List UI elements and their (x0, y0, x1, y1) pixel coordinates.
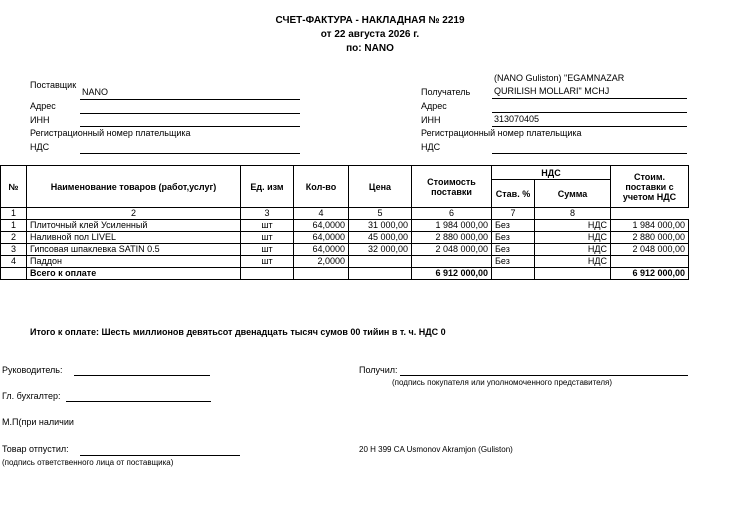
vehicle-driver: 20 H 399 CA Usmonov Akramjon (Guliston) (359, 445, 513, 454)
row-num: 1 (1, 220, 27, 232)
accountant-label: Гл. бухгалтер: (2, 391, 61, 401)
col-header-cost: Стоимость поставки (412, 166, 492, 208)
col-number: 5 (349, 208, 412, 220)
row-unit: шт (241, 232, 294, 244)
row-cost: 2 048 000,00 (412, 244, 492, 256)
row-num: 4 (1, 256, 27, 268)
row-price (349, 256, 412, 268)
receiver-name-line2: QURILISH MOLLARI" MCHJ (494, 86, 610, 96)
row-vat-rate: Без (492, 220, 535, 232)
col-header-price: Цена (349, 166, 412, 208)
row-name: Плиточный клей Усиленный (27, 220, 241, 232)
row-vat-rate: Без (492, 232, 535, 244)
receiver-name-line (492, 98, 687, 99)
total-row (1, 268, 689, 280)
receiver-name-line1: (NANO Guliston) "EGAMNAZAR (494, 73, 625, 83)
receiver-reg-label: Регистрационный номер плательщика (421, 128, 582, 138)
receiver-inn: 313070405 (494, 114, 540, 124)
released-note: (подпись ответственного лица от поставщика) (2, 458, 174, 467)
row-price: 45 000,00 (349, 232, 412, 244)
row-qty: 64,0000 (294, 220, 349, 232)
row-unit: шт (241, 256, 294, 268)
table-row (1, 256, 689, 268)
table-row (1, 244, 689, 256)
supplier-inn-line (80, 126, 300, 127)
row-unit: шт (241, 244, 294, 256)
total-with-vat: 6 912 000,00 (611, 268, 689, 280)
released-signature-line (80, 455, 240, 456)
col-number: 4 (294, 208, 349, 220)
receiver-vat-label: НДС (421, 142, 441, 152)
row-price: 31 000,00 (349, 220, 412, 232)
accountant-signature-line (66, 401, 211, 402)
received-signature-line (400, 375, 688, 376)
table-row (1, 232, 689, 244)
supplier-vat-line (80, 153, 300, 154)
receiver-label: Получатель (421, 87, 471, 97)
row-num: 2 (1, 232, 27, 244)
receiver-address-label: Адрес (421, 101, 447, 111)
items-table (0, 165, 689, 280)
col-header-num: № (1, 166, 27, 208)
col-header-total: Стоим. поставки с учетом НДС (611, 166, 689, 208)
total-cost: 6 912 000,00 (412, 268, 492, 280)
released-label: Товар отпустил: (2, 444, 69, 454)
row-cost: 2 880 000,00 (412, 232, 492, 244)
invoice-date: от 22 августа 2026 г. (320, 29, 420, 40)
row-qty: 64,0000 (294, 232, 349, 244)
row-total: 1 984 000,00 (611, 220, 689, 232)
director-label: Руководитель: (2, 365, 63, 375)
supplier-address-line (80, 113, 300, 114)
receiver-inn-label: ИНН (421, 115, 441, 125)
col-number: 1 (1, 208, 27, 220)
supplier-inn-label: ИНН (30, 115, 50, 125)
table-row (1, 220, 689, 232)
row-unit: шт (241, 220, 294, 232)
row-num: 3 (1, 244, 27, 256)
invoice-po: по: NANO (346, 43, 394, 54)
col-number: 6 (412, 208, 492, 220)
col-number: 2 (27, 208, 241, 220)
col-header-vat-sum: Сумма (535, 180, 611, 208)
supplier-name: NANO (82, 87, 109, 97)
row-vat-sum: НДС (535, 256, 611, 268)
row-vat-rate: Без (492, 244, 535, 256)
supplier-vat-label: НДС (30, 142, 50, 152)
row-name: Гипсовая шпаклевка SATIN 0.5 (27, 244, 241, 256)
director-signature-line (74, 375, 210, 376)
col-number: 3 (241, 208, 294, 220)
receiver-vat-line (492, 153, 687, 154)
col-number: 8 (535, 208, 611, 220)
col-header-vat-rate: Став. % (492, 180, 535, 208)
row-total: 2 880 000,00 (611, 232, 689, 244)
col-number: 7 (492, 208, 535, 220)
supplier-name-line (80, 99, 300, 100)
supplier-address-label: Адрес (30, 101, 56, 111)
col-header-qty: Кол-во (294, 166, 349, 208)
row-vat-sum: НДС (535, 232, 611, 244)
row-price: 32 000,00 (349, 244, 412, 256)
row-vat-rate: Без (492, 256, 535, 268)
received-label: Получил: (359, 365, 398, 375)
invoice-title: СЧЕТ-ФАКТУРА - НАКЛАДНАЯ № 2219 (275, 15, 465, 26)
total-label: Всего к оплате (27, 268, 241, 280)
row-qty: 64,0000 (294, 244, 349, 256)
row-cost: 1 984 000,00 (412, 220, 492, 232)
stamp-label: М.П(при наличии (2, 417, 74, 427)
receiver-address-line (492, 112, 687, 113)
supplier-label: Поставщик (30, 80, 77, 90)
col-header-vat: НДС (492, 166, 611, 180)
amount-in-words: Итого к оплате: Шесть миллионов девятьсот двенадцать тысяч сумов 00 тийин в т. ч. НДС 0 (30, 327, 446, 337)
col-header-unit: Ед. изм (241, 166, 294, 208)
row-vat-sum: НДС (535, 220, 611, 232)
row-name: Паддон (27, 256, 241, 268)
row-cost (412, 256, 492, 268)
col-header-name: Наименование товаров (работ,услуг) (27, 166, 241, 208)
row-vat-sum: НДС (535, 244, 611, 256)
row-qty: 2,0000 (294, 256, 349, 268)
receiver-inn-line (492, 126, 687, 127)
row-total: 2 048 000,00 (611, 244, 689, 256)
supplier-reg-label: Регистрационный номер плательщика (30, 128, 191, 138)
received-note: (подпись покупателя или уполномоченного представителя) (392, 378, 613, 387)
row-total (611, 256, 689, 268)
row-name: Наливной пол LIVEL (27, 232, 241, 244)
